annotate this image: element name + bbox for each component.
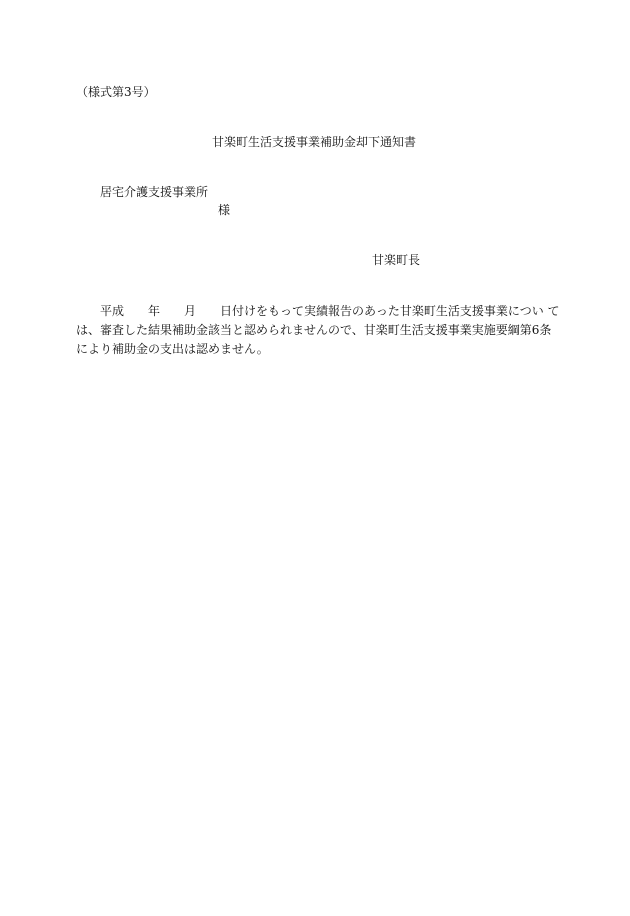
document-title: 甘楽町生活支援事業補助金却下通知書 <box>212 135 417 149</box>
year-unit: 年 <box>148 304 161 318</box>
form-number: （様式第3号） <box>76 85 156 99</box>
month-unit: 月 <box>184 304 197 318</box>
notice-body <box>76 302 560 359</box>
body-line-1 <box>76 302 560 321</box>
body-line-2: は、審査した結果補助金該当と認められませんので、甘楽町生活支援事業実施要綱第6条 <box>76 323 552 337</box>
recipient-honorific: 様 <box>218 203 231 217</box>
body-line-3: により補助金の支出は認めません。 <box>76 342 269 356</box>
body-line-1-text: 日付けをもって実績報告のあった甘楽町生活支援事業につい て <box>220 304 560 318</box>
era-label: 平成 <box>100 304 125 318</box>
sender-name: 甘楽町長 <box>372 253 421 267</box>
recipient-office: 居宅介護支援事業所 <box>100 185 209 199</box>
